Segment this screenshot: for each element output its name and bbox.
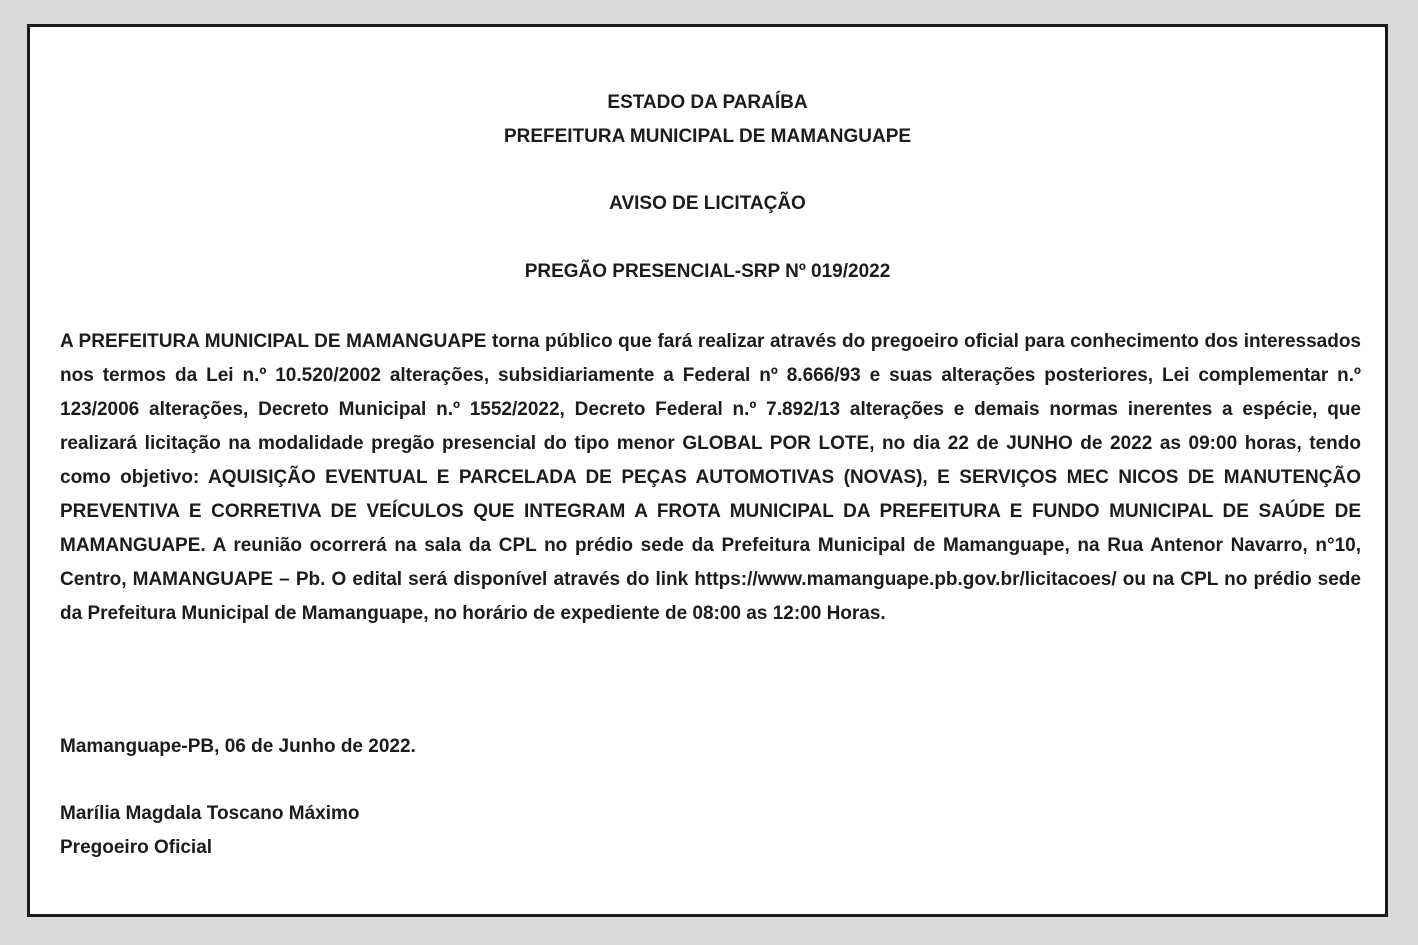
- process-number: PREGÃO PRESENCIAL-SRP Nº 019/2022: [524, 261, 891, 282]
- state-heading: ESTADO DA PARAÍBA: [607, 92, 808, 113]
- notice-body: A PREFEITURA MUNICIPAL DE MAMANGUAPE torna público que fará realizar através do pregoeiro oficial para conhecimento dos interessados nos termos da Lei n.º 10.520/2002 alterações, subsidiariamente a Federal nº 8.666/93 e suas alterações posteriores, Lei complementar n.º 123/2006 alterações, Decreto Municipal n.º 1552/2022, Decreto Federal n.º 7.892/13 alterações e demais normas inerentes a espécie, que realizará licitação na modalidade pregão presencial do tipo menor GLOBAL POR LOTE, no dia 22 de JUNHO de 2022 as 09:00 horas, tendo como objetivo: AQUISIÇÃO EVENTUAL E PARCELADA DE PEÇAS AUTOMOTIVAS (NOVAS), E SERVIÇOS MEC NICOS DE MANUTENÇÃO PREVENTIVA E CORRETIVA DE VEÍCULOS QUE INTEGRAM A FROTA MUNICIPAL DA PREFEITURA E FUNDO MUNICIPAL DE SAÚDE DE MAMANGUAPE. A reunião ocorrerá na sala da CPL no prédio sede da Prefeitura Municipal de Mamanguape, na Rua Antenor Navarro, n°10, Centro, MAMANGUAPE – Pb. O edital será disponível através do link https://www.mamanguape.pb.gov.br/licitacoes/ ou na CPL no prédio sede da Prefeitura Municipal de Mamanguape, no horário de expediente de 08:00 as 12:00 Horas.: [60, 331, 1361, 624]
- signer-role: Pregoeiro Oficial: [60, 837, 213, 858]
- signature-block: [60, 797, 360, 865]
- document-header: [30, 86, 1385, 154]
- municipality-heading: PREFEITURA MUNICIPAL DE MAMANGUAPE: [503, 126, 912, 147]
- signer-name: Marília Magdala Toscano Máximo: [60, 803, 360, 824]
- notice-title: AVISO DE LICITAÇÃO: [609, 193, 806, 214]
- document-page: [27, 24, 1388, 917]
- place-date: Mamanguape-PB, 06 de Junho de 2022.: [60, 736, 416, 757]
